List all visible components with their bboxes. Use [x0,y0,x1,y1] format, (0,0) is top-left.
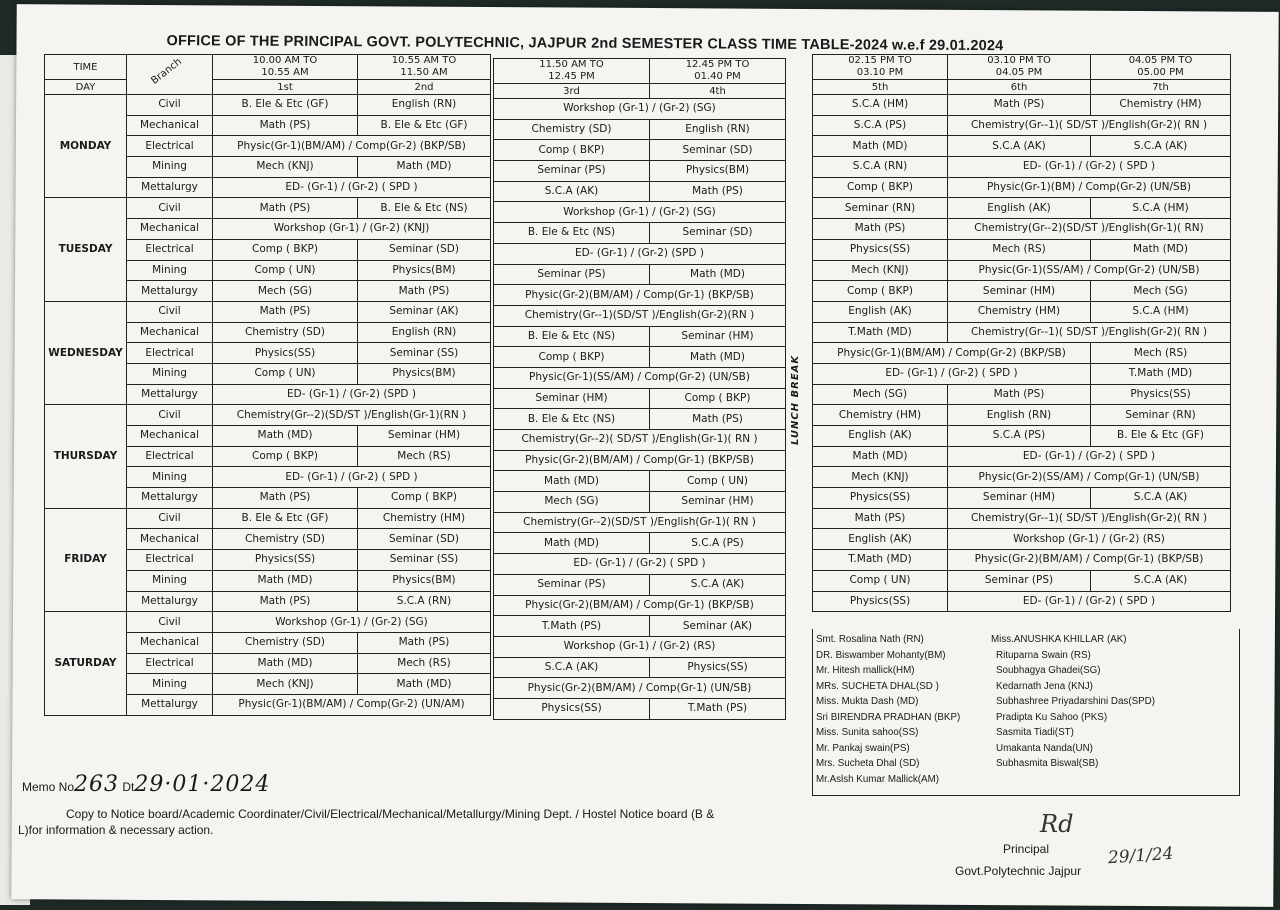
time-header: TIME [45,55,127,80]
office-name: Govt.Polytechnic Jajpur [955,864,1082,878]
teacher-entry: Miss.ANUSHKA KHILLAR (AK) [991,634,1127,645]
class-cell: Seminar (PS) [494,161,650,182]
class-cell: Mech (SG) [1091,281,1231,302]
class-cell: Workshop (Gr-1) / (Gr-2) (RS) [948,529,1231,550]
day-name: MONDAY [45,95,127,198]
class-cell: Mech (SG) [813,384,948,405]
teacher-entry: Rituparna Swain (RS) [996,649,1091,661]
class-cell: Physic(Gr-1)(BM) / Comp(Gr-2) (UN/SB) [948,177,1231,198]
class-cell: B. Ele & Etc (NS) [494,409,650,430]
memo-line: Memo No263 Dt29·01·2024 [22,772,271,797]
class-cell: Comp ( BKP) [494,140,650,161]
class-cell: Seminar (HM) [494,388,650,409]
class-cell: Physics(SS) [650,657,786,678]
class-cell: Physics(BM) [650,161,786,182]
class-cell: Seminar (RN) [1091,405,1231,426]
class-cell: Math (MD) [213,653,358,674]
class-cell: Seminar (HM) [948,281,1091,302]
class-cell: Mech (KNJ) [813,467,948,488]
class-cell: Math (MD) [358,157,491,178]
class-cell: Math (MD) [494,471,650,492]
class-cell: ED- (Gr-1) / (Gr-2) (SPD ) [494,243,786,264]
class-cell: Workshop (Gr-1) / (Gr-2) (SG) [494,99,786,120]
class-cell: S.C.A (AK) [494,657,650,678]
class-cell: Physics(SS) [813,239,948,260]
class-cell: English (AK) [813,426,948,447]
day-name: TUESDAY [45,198,127,301]
class-cell: Physics(BM) [358,570,491,591]
branch-name: Civil [127,301,213,322]
branch-name: Electrical [127,550,213,571]
document-title: OFFICE OF THE PRINCIPAL GOVT. POLYTECHNIC, JAJPUR 2nd SEMESTER CLASS TIME TABLE-2024 w.e.f 29.01.2024 [166,33,1004,55]
branch-name: Mechanical [127,632,213,653]
class-cell: Physic(Gr-2)(BM/AM) / Comp(Gr-1) (BKP/SB) [494,285,786,306]
class-cell: Seminar (AK) [358,301,491,322]
period-1-time: 10.00 AM TO 10.55 AM [213,55,358,80]
class-cell: Physic(Gr-2)(BM/AM) / Comp(Gr-1) (BKP/SB) [494,450,786,471]
class-cell: Physic(Gr-1)(BM/AM) / Comp(Gr-2) (UN/AM) [213,694,491,715]
class-cell: T.Math (MD) [813,550,948,571]
class-cell: Math (MD) [213,426,358,447]
class-cell: S.C.A (PS) [948,426,1091,447]
class-cell: S.C.A (PS) [650,533,786,554]
branch-name: Civil [127,405,213,426]
class-cell: Math (PS) [213,591,358,612]
class-cell: Mech (RS) [1091,343,1231,364]
branch-name: Electrical [127,343,213,364]
class-cell: Seminar (HM) [650,492,786,513]
teacher-entry: Umakanta Nanda(UN) [996,742,1093,754]
timetable-periods-5-7 [812,54,1231,612]
class-cell: Chemistry(Gr--1)( SD/ST )/English(Gr-2)( RN ) [948,115,1231,136]
class-cell: Comp ( BKP) [813,281,948,302]
class-cell: Math (PS) [213,488,358,509]
teacher-entry: Miss. Sunita sahoo(SS) [816,727,919,738]
class-cell: S.C.A (AK) [1091,136,1231,157]
teacher-entry: MRs. SUCHETA DHAL(SD ) [816,680,939,692]
class-cell: Mech (KNJ) [813,260,948,281]
class-cell: Physic(Gr-2)(BM/AM) / Comp(Gr-1) (UN/SB) [494,678,786,699]
lunch-break-label: LUNCH BREAK [790,354,801,446]
teacher-entry: DR. Biswamber Mohanty(BM) [816,649,946,661]
class-cell: Comp ( BKP) [813,177,948,198]
class-cell: Physic(Gr-1)(SS/AM) / Comp(Gr-2) (UN/SB) [494,367,786,388]
class-cell: Physic(Gr-1)(SS/AM) / Comp(Gr-2) (UN/SB) [948,260,1231,281]
class-cell: Seminar (PS) [494,264,650,285]
class-cell: Seminar (AK) [650,616,786,637]
class-cell: Physics(SS) [1091,384,1231,405]
class-cell: B. Ele & Etc (NS) [494,223,650,244]
class-cell: Chemistry (HM) [1091,95,1231,116]
class-cell: ED- (Gr-1) / (Gr-2) ( SPD ) [213,177,491,198]
memo-number: 263 [74,772,120,797]
class-cell: B. Ele & Etc (GF) [358,115,491,136]
class-cell: ED- (Gr-1) / (Gr-2) ( SPD ) [948,446,1231,467]
class-cell: Math (MD) [650,347,786,368]
class-cell: Comp ( BKP) [213,446,358,467]
teacher-entry: Subhasmita Biswal(SB) [996,758,1099,769]
class-cell: Chemistry (HM) [813,405,948,426]
class-cell: Physic(Gr-2)(BM/AM) / Comp(Gr-1) (BKP/SB) [948,550,1231,571]
class-cell: English (AK) [813,301,948,322]
class-cell: Math (MD) [1091,239,1231,260]
class-cell: Math (PS) [948,384,1091,405]
timetable-periods-3-4 [493,58,786,720]
copy-to-note: Copy to Notice board/Academic Coordinater/Civil/Electrical/Mechanical/Metallurgy/Mining Dept. / Hostel Notice board (B & L)for information & necessary action. [18,807,715,837]
teacher-entry: Pradipta Ku Sahoo (PKS) [996,711,1108,723]
period-5-label: 5th [813,80,948,95]
branch-name: Electrical [127,653,213,674]
period-7-time: 04.05 PM TO 05.00 PM [1091,55,1231,80]
branch-name: Electrical [127,239,213,260]
class-cell: S.C.A (AK) [948,136,1091,157]
class-cell: Seminar (PS) [948,570,1091,591]
branch-header: Branch [127,55,213,95]
class-cell: S.C.A (AK) [1091,570,1231,591]
teacher-entry: Subhashree Priyadarshini Das(SPD) [996,696,1155,707]
class-cell: S.C.A (RN) [813,157,948,178]
class-cell: Comp ( UN) [213,260,358,281]
class-cell: Math (PS) [650,409,786,430]
period-1-label: 1st [213,80,358,95]
class-cell: Math (MD) [650,264,786,285]
class-cell: Chemistry(Gr--2)(SD/ST )/English(Gr-1)( RN) [948,219,1231,240]
class-cell: ED- (Gr-1) / (Gr-2) ( SPD ) [948,591,1231,612]
period-4-time: 12.45 PM TO 01.40 PM [650,59,786,84]
class-cell: ED- (Gr-1) / (Gr-2) ( SPD ) [948,157,1231,178]
class-cell: Math (MD) [813,136,948,157]
class-cell: Chemistry (HM) [948,301,1091,322]
class-cell: Physic(Gr-2)(BM/AM) / Comp(Gr-1) (BKP/SB) [494,595,786,616]
class-cell: S.C.A (AK) [1091,488,1231,509]
class-cell: Comp ( BKP) [213,239,358,260]
class-cell: T.Math (PS) [650,698,786,719]
teacher-entry: Mr. Pankaj swain(PS) [816,742,910,754]
class-cell: Workshop (Gr-1) / (Gr-2) (SG) [213,612,491,633]
class-cell: Chemistry (SD) [213,322,358,343]
class-cell: Physic(Gr-1)(BM/AM) / Comp(Gr-2) (BKP/SB) [213,136,491,157]
principal-title: Principal [1003,842,1050,856]
day-name: THURSDAY [45,405,127,508]
class-cell: ED- (Gr-1) / (Gr-2) ( SPD ) [813,363,1091,384]
class-cell: Comp ( BKP) [358,488,491,509]
day-name: WEDNESDAY [45,301,127,404]
class-cell: T.Math (PS) [494,616,650,637]
day-name: SATURDAY [45,612,127,715]
teacher-list-left [816,632,960,787]
class-cell: S.C.A (HM) [1091,301,1231,322]
period-3-label: 3rd [494,84,650,99]
branch-name: Mettalurgy [127,488,213,509]
class-cell: Chemistry(Gr--2)(SD/ST )/English(Gr-1)( RN ) [494,512,786,533]
period-6-time: 03.10 PM TO 04.05 PM [948,55,1091,80]
class-cell: ED- (Gr-1) / (Gr-2) ( SPD ) [494,554,786,575]
branch-name: Mining [127,260,213,281]
class-cell: S.C.A (AK) [650,574,786,595]
day-name: FRIDAY [45,508,127,611]
class-cell: Seminar (PS) [494,574,650,595]
class-cell: Physics(BM) [358,260,491,281]
class-cell: S.C.A (PS) [813,115,948,136]
class-cell: Chemistry(Gr--1)( SD/ST )/English(Gr-2)( RN ) [948,322,1231,343]
branch-name: Mechanical [127,322,213,343]
class-cell: Math (PS) [213,301,358,322]
class-cell: Physics(SS) [813,488,948,509]
class-cell: Mech (KNJ) [213,157,358,178]
branch-name: Mining [127,570,213,591]
class-cell: Comp ( UN) [650,471,786,492]
teacher-entry: Sri BIRENDRA PRADHAN (BKP) [816,711,961,723]
class-cell: Seminar (RN) [813,198,948,219]
class-cell: Mech (SG) [213,281,358,302]
memo-date: 29·01·2024 [134,772,271,797]
class-cell: Math (PS) [813,508,948,529]
period-4-label: 4th [650,84,786,99]
class-cell: Chemistry(Gr--2)(SD/ST )/English(Gr-1)(RN ) [213,405,491,426]
class-cell: S.C.A (HM) [813,95,948,116]
period-7-label: 7th [1091,80,1231,95]
class-cell: Chemistry (SD) [213,632,358,653]
class-cell: Seminar (HM) [948,488,1091,509]
class-cell: Comp ( BKP) [650,388,786,409]
class-cell: Mech (RS) [948,239,1091,260]
branch-name: Mettalurgy [127,694,213,715]
class-cell: Mech (SG) [494,492,650,513]
class-cell: Workshop (Gr-1) / (Gr-2) (KNJ) [213,219,491,240]
class-cell: Math (PS) [213,115,358,136]
period-6-label: 6th [948,80,1091,95]
teacher-entry: Miss. Mukta Dash (MD) [816,696,919,707]
class-cell: Comp ( UN) [213,363,358,384]
branch-name: Electrical [127,136,213,157]
teacher-list-right [991,632,1155,772]
branch-name: Mechanical [127,529,213,550]
class-cell: Physic(Gr-1)(BM/AM) / Comp(Gr-2) (BKP/SB) [813,343,1091,364]
class-cell: B. Ele & Etc (NS) [358,198,491,219]
class-cell: English (AK) [948,198,1091,219]
class-cell: S.C.A (HM) [1091,198,1231,219]
class-cell: Mech (KNJ) [213,674,358,695]
class-cell: Chemistry (SD) [494,119,650,140]
class-cell: S.C.A (RN) [358,591,491,612]
class-cell: English (RN) [948,405,1091,426]
class-cell: ED- (Gr-1) / (Gr-2) ( SPD ) [213,467,491,488]
class-cell: Seminar (HM) [358,426,491,447]
class-cell: Seminar (SD) [358,529,491,550]
class-cell: Seminar (SS) [358,550,491,571]
class-cell: Physics(SS) [213,550,358,571]
class-cell: Workshop (Gr-1) / (Gr-2) (RS) [494,636,786,657]
class-cell: English (RN) [650,119,786,140]
class-cell: Chemistry(Gr--2)( SD/ST )/English(Gr-1)( RN ) [494,430,786,451]
branch-name: Civil [127,612,213,633]
class-cell: Workshop (Gr-1) / (Gr-2) (SG) [494,202,786,223]
class-cell: Chemistry(Gr--1)(SD/ST )/English(Gr-2)(RN ) [494,305,786,326]
class-cell: Mech (RS) [358,446,491,467]
class-cell: T.Math (MD) [1091,363,1231,384]
class-cell: ED- (Gr-1) / (Gr-2) (SPD ) [213,384,491,405]
class-cell: Math (PS) [650,181,786,202]
branch-name: Mettalurgy [127,177,213,198]
period-5-time: 02.15 PM TO 03.10 PM [813,55,948,80]
signature-date: 29/1/24 [1107,843,1175,869]
class-cell: Chemistry (HM) [358,508,491,529]
class-cell: B. Ele & Etc (NS) [494,326,650,347]
teacher-entry: Kedarnath Jena (KNJ) [996,680,1093,692]
class-cell: Math (MD) [213,570,358,591]
class-cell: B. Ele & Etc (GF) [1091,426,1231,447]
branch-name: Mechanical [127,426,213,447]
class-cell: Seminar (HM) [650,326,786,347]
class-cell: Comp ( BKP) [494,347,650,368]
class-cell: B. Ele & Etc (GF) [213,508,358,529]
class-cell: Math (MD) [494,533,650,554]
teacher-entry: Smt. Rosalina Nath (RN) [816,634,924,645]
branch-name: Mettalurgy [127,384,213,405]
class-cell: English (AK) [813,529,948,550]
teacher-entry: Sasmita Tiadi(ST) [996,727,1074,738]
class-cell: Math (PS) [213,198,358,219]
teacher-legend [812,629,1240,796]
period-2-label: 2nd [358,80,491,95]
branch-name: Mechanical [127,219,213,240]
class-cell: Math (PS) [948,95,1091,116]
class-cell: Math (PS) [813,219,948,240]
period-2-time: 10.55 AM TO 11.50 AM [358,55,491,80]
class-cell: Seminar (SD) [650,223,786,244]
class-cell: Seminar (SD) [358,239,491,260]
branch-name: Civil [127,95,213,116]
class-cell: Chemistry (SD) [213,529,358,550]
branch-name: Civil [127,198,213,219]
day-header: DAY [45,80,127,95]
class-cell: Math (MD) [358,674,491,695]
class-cell: Physic(Gr-2)(SS/AM) / Comp(Gr-1) (UN/SB) [948,467,1231,488]
class-cell: Math (PS) [358,632,491,653]
branch-name: Mining [127,363,213,384]
teacher-entry: Mr.Aslsh Kumar Mallick(AM) [816,773,940,785]
period-3-time: 11.50 AM TO 12.45 PM [494,59,650,84]
branch-name: Mining [127,674,213,695]
branch-name: Electrical [127,446,213,467]
class-cell: Physics(SS) [813,591,948,612]
class-cell: Comp ( UN) [813,570,948,591]
branch-name: Mechanical [127,115,213,136]
principal-signature: Rd [1040,810,1074,838]
class-cell: Physics(SS) [494,698,650,719]
class-cell: T.Math (MD) [813,322,948,343]
class-cell: English (RN) [358,322,491,343]
class-cell: Seminar (SS) [358,343,491,364]
class-cell: Math (PS) [358,281,491,302]
class-cell: S.C.A (AK) [494,181,650,202]
branch-name: Civil [127,508,213,529]
class-cell: Physics(BM) [358,363,491,384]
class-cell: B. Ele & Etc (GF) [213,95,358,116]
class-cell: Chemistry(Gr--1)( SD/ST )/English(Gr-2)( RN ) [948,508,1231,529]
class-cell: Physics(SS) [213,343,358,364]
teacher-entry: Mrs. Sucheta Dhal (SD) [816,758,920,769]
teacher-entry: Mr. Hitesh mallick(HM) [816,665,915,676]
class-cell: English (RN) [358,95,491,116]
class-cell: Math (MD) [813,446,948,467]
class-cell: Seminar (SD) [650,140,786,161]
branch-name: Mining [127,157,213,178]
class-cell: Mech (RS) [358,653,491,674]
branch-name: Mettalurgy [127,591,213,612]
timetable-periods-1-2 [44,54,491,716]
branch-name: Mettalurgy [127,281,213,302]
branch-name: Mining [127,467,213,488]
teacher-entry: Soubhagya Ghadei(SG) [996,665,1101,676]
